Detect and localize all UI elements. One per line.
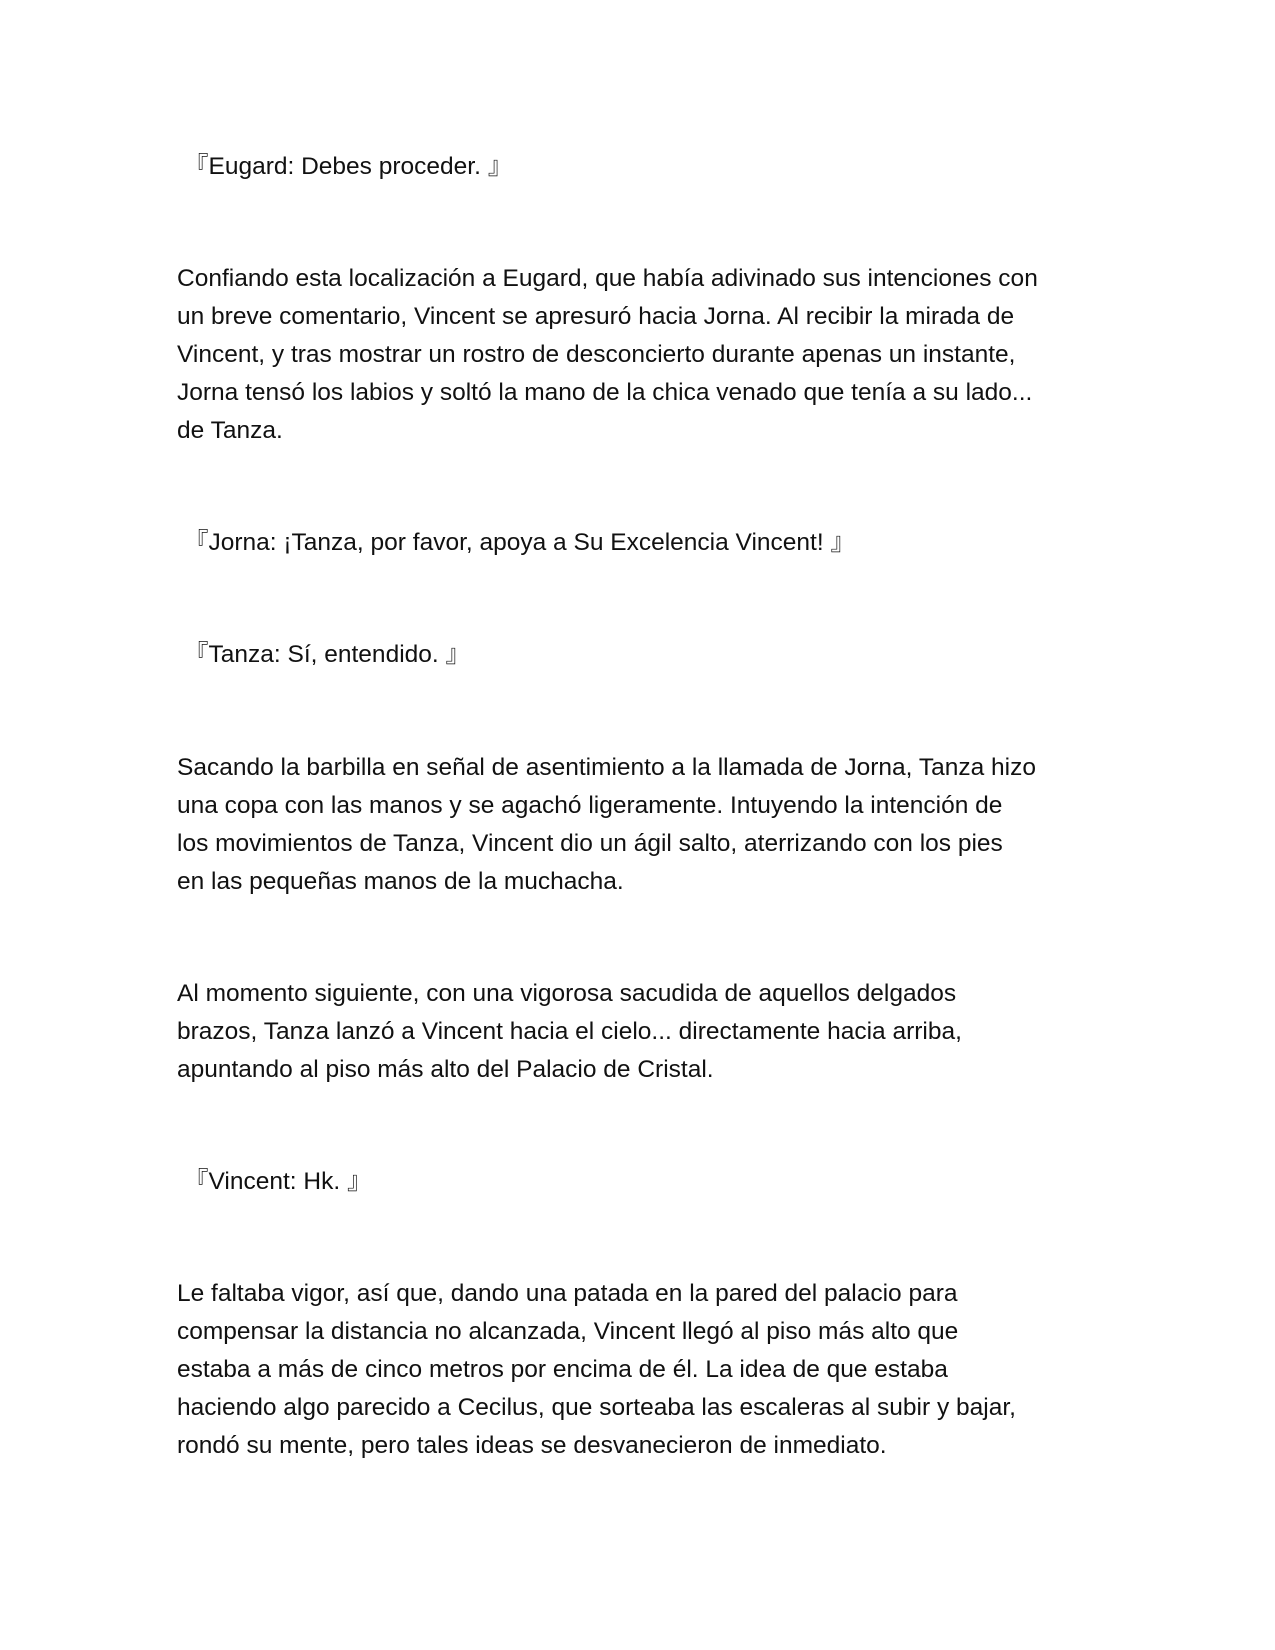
dialogue-vincent (184, 1163, 1114, 1201)
text-line: una copa con las manos y se agachó ligeramente. Intuyendo la intención de (177, 792, 1003, 819)
text-line: 『Vincent: Hk. 』 (184, 1168, 372, 1195)
text-line: Vincent, y tras mostrar un rostro de desconcierto durante apenas un instante, (177, 341, 1016, 368)
text-line: 『Eugard: Debes proceder. 』 (184, 153, 513, 180)
text-line: compensar la distancia no alcanzada, Vincent llegó al piso más alto que (177, 1318, 959, 1345)
text-line: de Tanza. (177, 417, 283, 444)
text-line: brazos, Tanza lanzó a Vincent hacia el cielo... directamente hacia arriba, (177, 1018, 962, 1045)
text-line: 『Tanza: Sí, entendido. 』 (184, 641, 470, 668)
paragraph (177, 749, 1107, 901)
text-line: haciendo algo parecido a Cecilus, que sorteaba las escaleras al subir y bajar, (177, 1394, 1016, 1421)
text-line: Sacando la barbilla en señal de asentimiento a la llamada de Jorna, Tanza hizo (177, 754, 1036, 781)
dialogue-tanza (184, 636, 1114, 674)
text-line: 『Jorna: ¡Tanza, por favor, apoya a Su Excelencia Vincent! 』 (184, 529, 855, 556)
paragraph (177, 1275, 1107, 1465)
dialogue-jorna (184, 524, 1114, 562)
text-line: estaba a más de cinco metros por encima de él. La idea de que estaba (177, 1356, 948, 1383)
text-line: los movimientos de Tanza, Vincent dio un ágil salto, aterrizando con los pies (177, 830, 1003, 857)
paragraph (177, 260, 1107, 450)
paragraph (177, 975, 1107, 1089)
text-line: un breve comentario, Vincent se apresuró hacia Jorna. Al recibir la mirada de (177, 303, 1015, 330)
text-line: Jorna tensó los labios y soltó la mano de la chica venado que tenía a su lado... (177, 379, 1033, 406)
text-line: Confiando esta localización a Eugard, que había adivinado sus intenciones con (177, 265, 1038, 292)
text-line: Le faltaba vigor, así que, dando una patada en la pared del palacio para (177, 1280, 958, 1307)
text-line: en las pequeñas manos de la muchacha. (177, 868, 624, 895)
dialogue-eugard (184, 148, 1114, 186)
text-line: rondó su mente, pero tales ideas se desvanecieron de inmediato. (177, 1432, 887, 1459)
text-line: Al momento siguiente, con una vigorosa sacudida de aquellos delgados (177, 980, 957, 1007)
text-line: apuntando al piso más alto del Palacio de Cristal. (177, 1056, 714, 1083)
